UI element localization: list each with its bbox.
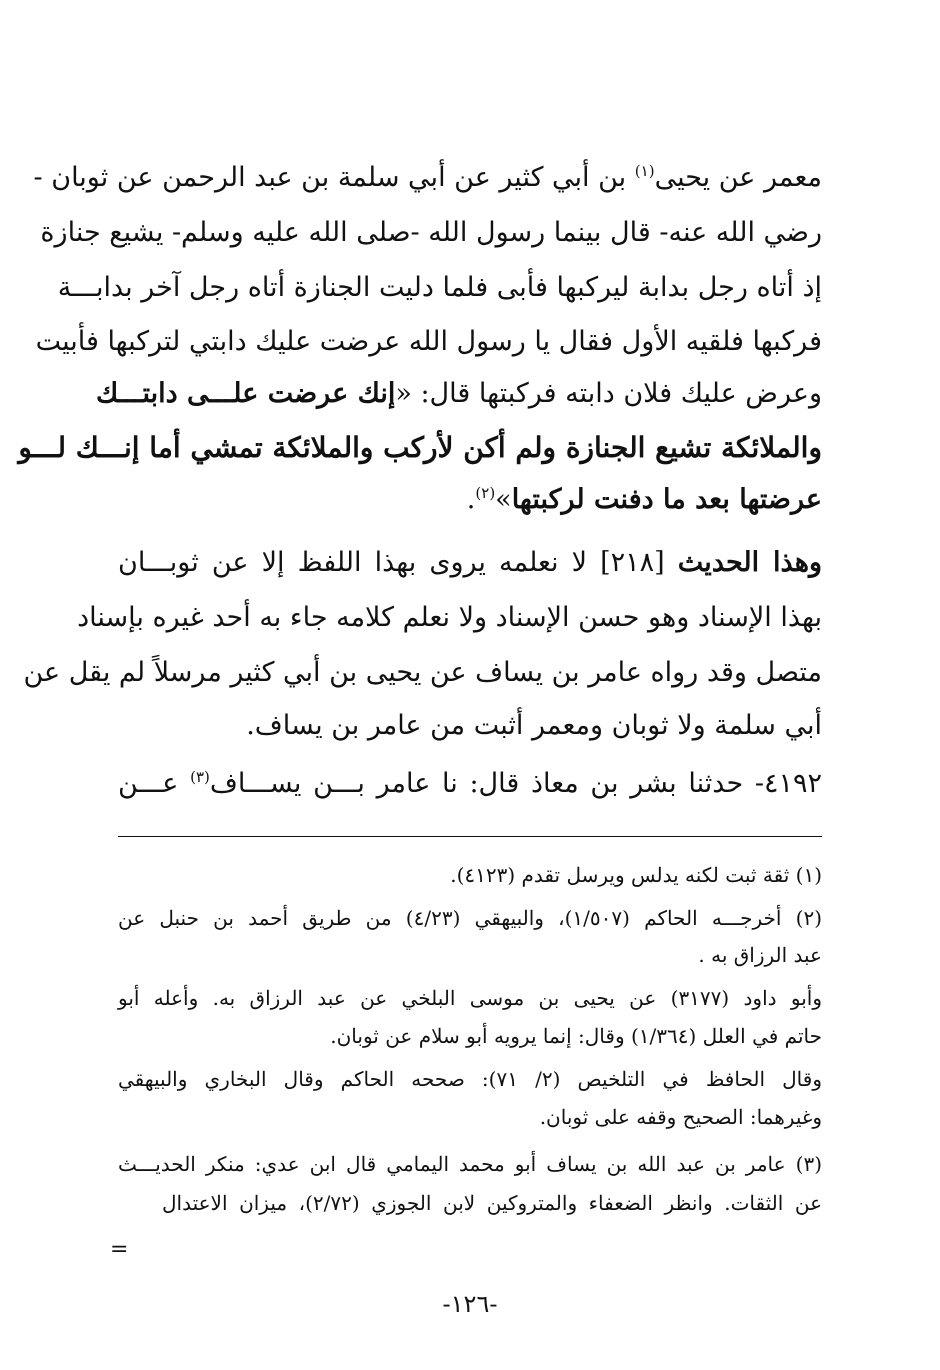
text-line-2: رضي الله عنه- قال بينما رسول الله -صلى الله عليه وسلم- يشيع جنازة bbox=[40, 217, 822, 248]
text-line-10: متصل وقد رواه عامر بن يساف عن يحيى بن أبي كثير مرسلاً لم يقل عن bbox=[23, 657, 822, 688]
continuation-mark: = bbox=[110, 1237, 129, 1262]
footnote-2-note-a-cont: حاتم في العلل (١/٣٦٤) وقال: إنما يرويه أبو سلام عن ثوبان. bbox=[330, 1024, 822, 1048]
text-line-8: وهذا الحديث [٢١٨] لا نعلمه يروى بهذا اللفظ إلا عن ثوبـــان bbox=[118, 547, 823, 578]
text-line-3: إذ أتاه رجل بدابة ليركبها فأبى فلما دليت الجنازة أتاه رجل آخر بدابـــة bbox=[57, 272, 822, 303]
text-line-4: فركبها فلقيه الأول فقال يا رسول الله عرضت عليك دابتي لتركبها فأبيت bbox=[35, 326, 822, 357]
footnote-1: (١) ثقة ثبت لكنه يدلس ويرسل تقدم (٤١٢٣). bbox=[450, 863, 822, 887]
text-line-9: بهذا الإسناد وهو حسن الإسناد ولا نعلم كلامه جاء به أحد غيره بإسناد bbox=[77, 602, 822, 633]
footnote-2-cont: عبد الرزاق به . bbox=[698, 943, 822, 967]
text-line-5: وعرض عليك فلان دابته فركبتها قال: «إنك عرضت علـــى دابتـــك bbox=[95, 378, 822, 409]
text-line-7: عرضتها بعد ما دفنت لركبتها»$^{(٢)}$. bbox=[466, 484, 822, 515]
footnote-ref-3[interactable]: (٣) bbox=[190, 768, 210, 786]
footnote-2: (٢) أخرجـــه الحاكم (١/٥٠٧)، والبيهقي (٤/٢٣) من طريق أحمد بن حنبل عن bbox=[118, 906, 822, 930]
footnote-separator bbox=[118, 836, 822, 837]
text-line-12: ٤١٩٢- حدثنا بشر بن معاذ قال: نا عامر بـــن يســـاف$^{(٣)}$ عـــن bbox=[118, 768, 822, 799]
text-line-6: والملائكة تشيع الجنازة ولم أكن لأركب والملائكة تمشي أما إنـــك لـــو bbox=[18, 431, 822, 464]
footnote-ref-2[interactable]: (٢) bbox=[475, 484, 496, 502]
hadith-text: إنك عرضت علـــى دابتـــك bbox=[95, 378, 396, 409]
footnote-3-cont: عن الثقات. وانظر الضعفاء والمتروكين لابن الجوزي (٢/٧٢)، ميزان الاعتدال bbox=[162, 1191, 822, 1215]
section-lead: وهذا الحديث bbox=[677, 547, 823, 578]
footnote-2-note-a: وأبو داود (٣١٧٧) عن يحيى بن موسى البلخي عن عبد الرزاق به. وأعله أبو bbox=[118, 986, 822, 1010]
footnote-3: (٣) عامر بن عبد الله بن يساف أبو محمد اليمامي قال ابن عدي: منكر الحديـــث bbox=[118, 1152, 822, 1176]
footnote-2-note-b-cont: وغيرهما: الصحيح وقفه على ثوبان. bbox=[539, 1105, 822, 1129]
footnote-ref-1[interactable]: (١) bbox=[634, 162, 655, 180]
page-number: -١٢٦- bbox=[442, 1290, 498, 1318]
text-line-11: أبي سلمة ولا ثوبان ومعمر أثبت من عامر بن يساف. bbox=[246, 710, 822, 741]
footnote-2-note-b: وقال الحافظ في التلخيص (٢/ ٧١): صححه الحاكم وقال البخاري والبيهقي bbox=[118, 1067, 822, 1091]
text-line-1: معمر عن يحيى$^{(١)}$ بن أبي كثير عن أبي سلمة بن عبد الرحمن عن ثوبان - bbox=[33, 162, 822, 193]
